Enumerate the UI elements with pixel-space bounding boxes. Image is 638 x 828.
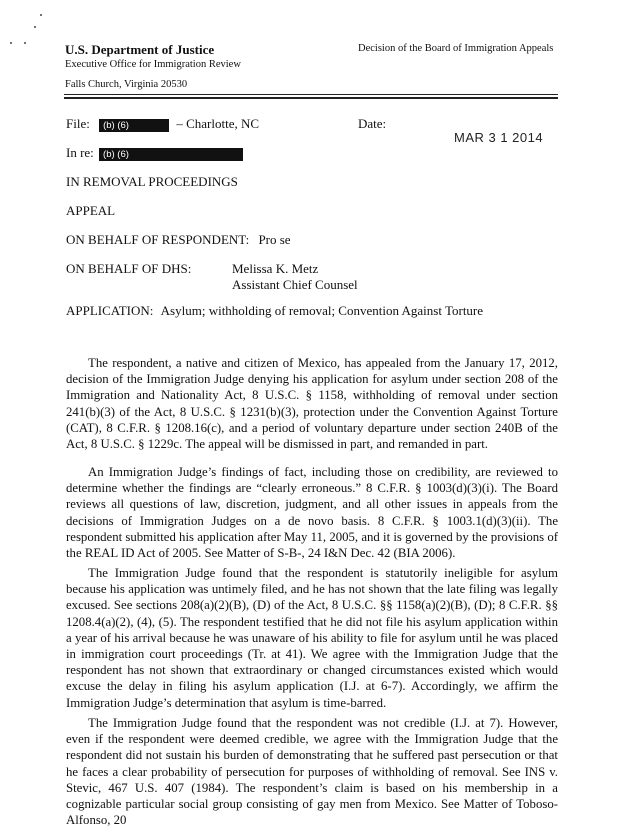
respondent-label: ON BEHALF OF RESPONDENT: — [66, 232, 250, 247]
header-rule-thick — [64, 97, 558, 99]
respondent-line — [66, 232, 291, 248]
inre-line — [66, 145, 243, 161]
dhs-title: Assistant Chief Counsel — [232, 277, 358, 292]
application-label: APPLICATION: — [66, 303, 154, 318]
file-redaction: (b) (6) — [99, 119, 169, 132]
document-type: Decision of the Board of Immigration Appeals — [358, 43, 554, 54]
scan-speck — [10, 42, 12, 44]
scan-speck — [34, 26, 36, 28]
letterhead — [65, 42, 241, 72]
application-value: Asylum; withholding of removal; Convention Against Torture — [160, 303, 484, 318]
appeal-heading: APPEAL — [66, 203, 116, 218]
body-paragraph-2: An Immigration Judge’s findings of fact, including those on credibility, are reviewed to determine whether the findings are “clearly erroneous.” 8 C.F.R. § 1003(d)(3)(i). The Board reviews all questions of law, discretion, judgment, and all other issues in appeals from the decisions of Immigration Judges on a de novo basis. 8 C.F.R. § 1003.1(d)(3)(ii). The respondent submitted his application after May 11, 2005, and it is governed by the provisions of the REAL ID Act of 2005. See Matter of S-B-, 24 I&N Dec. 42 (BIA 2006). — [66, 465, 558, 561]
dhs-name: Melissa K. Metz — [232, 261, 319, 276]
body-paragraph-1: The respondent, a native and citizen of Mexico, has appealed from the January 17, 2012, decision of the Immigration Judge denying his application for asylum under section 208 of the Immigration and Nationality Act, 8 U.S.C. § 1158, withholding of removal under section 241(b)(3) of the Act, 8 U.S.C. § 1231(b)(3), protection under the Convention Against Torture (CAT), 8 C.F.R. § 1208.16(c), and a period of voluntary departure under section 240B of the Act, 8 U.S.C. § 1229c. The appeal will be dismissed in part, and remanded in part. — [66, 356, 558, 452]
inre-label: In re: — [66, 145, 94, 160]
application-line — [66, 303, 483, 319]
respondent-value: Pro se — [258, 232, 291, 247]
file-line — [66, 116, 259, 132]
scan-speck — [24, 42, 26, 44]
proceedings-heading: IN REMOVAL PROCEEDINGS — [66, 174, 238, 189]
scan-speck — [40, 14, 42, 16]
date-stamp: MAR 3 1 2014 — [454, 130, 544, 145]
inre-redaction: (b) (6) — [99, 148, 243, 161]
body-paragraph-4: The Immigration Judge found that the respondent was not credible (I.J. at 7). However, even if the respondent were deemed credible, we agree with the Immigration Judge that the respondent did not sustain his burden of demonstrating that he suffered past persecution or that he faces a clear probability of persecution for purposes of withholding of removal. See INS v. Stevic, 467 U.S. 407 (1984). The respondent’s claim is based on his membership in a cognizable particular social group consisting of gay men from Mexico. See Matter of Toboso-Alfonso, 20 — [66, 716, 558, 828]
office-location: Falls Church, Virginia 20530 — [65, 79, 188, 90]
date-label: Date: — [358, 116, 387, 131]
file-city: – Charlotte, NC — [176, 116, 260, 131]
dhs-label: ON BEHALF OF DHS: — [66, 261, 192, 276]
office-name: Executive Office for Immigration Review — [65, 59, 241, 70]
body-paragraph-3: The Immigration Judge found that the respondent is statutorily ineligible for asylum because his application was untimely filed, and he has not shown that the late filing was legally excused. See sections 208(a)(2)(B), (D) of the Act, 8 U.S.C. §§ 1158(a)(2)(B), (D); 8 C.F.R. §§ 1208.4(a)(2), (4), (5). The respondent testified that he did not file his asylum application within a year of his arrival because he was unaware of his ability to file for asylum until he was placed in immigration court proceedings (Tr. at 41). We agree with the Immigration Judge that the respondent has not shown that extraordinary or changed circumstances existed which would excuse the delay in filing his asylum application (I.J. at 6-7). Accordingly, we affirm the Immigration Judge’s determination that asylum is time-barred. — [66, 566, 558, 710]
header-rule — [64, 94, 558, 95]
file-label: File: — [66, 116, 90, 131]
agency-name: U.S. Department of Justice — [65, 42, 215, 57]
